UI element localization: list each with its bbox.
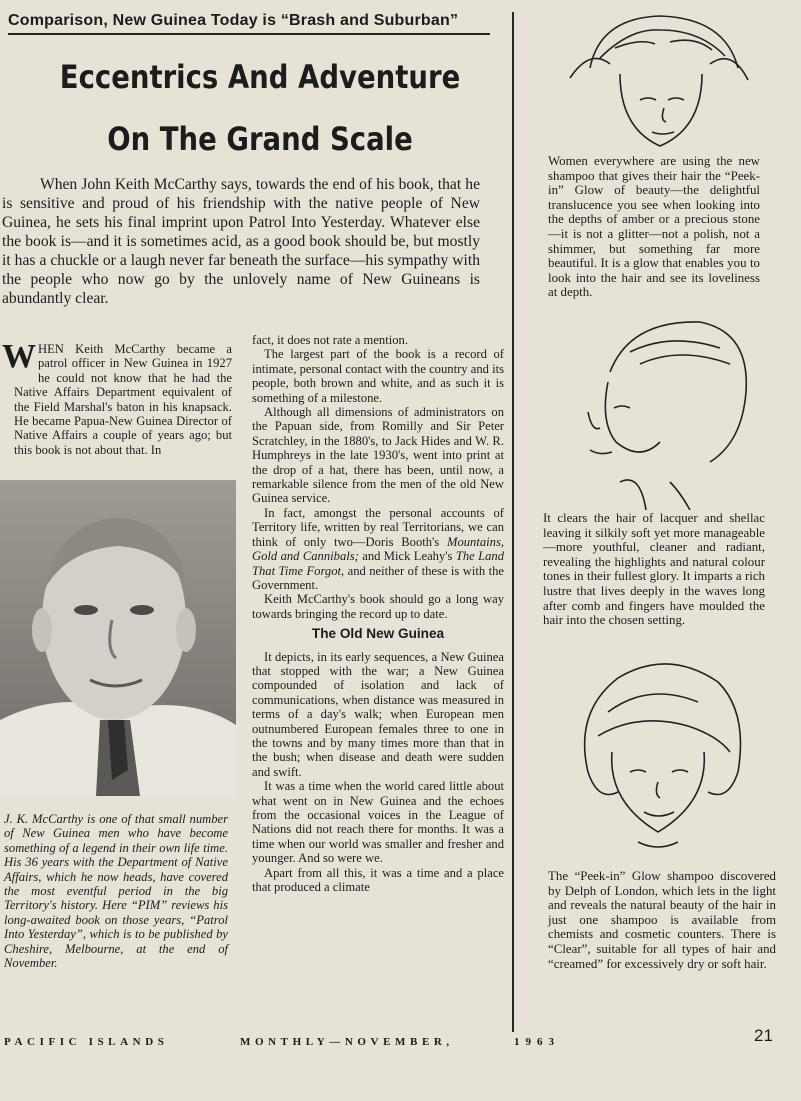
ad-paragraph-1: Women everywhere are using the new shampoo that gives their hair the “Peek-in” Glow of beauty—the delightful translucence you see when looking into the depths of amber or a precious stone—it is not a glitter—not a polish, not a shimmer, but something far more beautiful. It is a glow that enables you to look into the hair and see its loveliness at depth. xyxy=(548,154,760,300)
col2-p1: fact, it does not rate a mention. xyxy=(252,333,408,347)
article-column-2 xyxy=(252,333,504,894)
ad-paragraph-3: The “Peek-in” Glow shampoo discovered by Delph of London, which lets in the light and reveals the natural beauty of the hair in just one shampoo is available from chemists and cosmetic counters. There is “Clear”, suitable for all types of hair and “creamed” for excessively dry or soft hair. xyxy=(548,869,776,971)
headline-line-2: On The Grand Scale xyxy=(107,120,413,158)
page-number: 21 xyxy=(754,1026,773,1045)
photo-caption: J. K. McCarthy is one of that small number of New Guinea men who have become something of a legend in their own life time. His 36 years with the Department of Native Affairs, which he now heads, have covered the most eventful period in the big Territory's history. Here “PIM” reviews his long-awaited book on those years, “Patrol Into Yesterday”, which is to be published by Cheshire, Melbourne, at the end of November. xyxy=(4,812,228,971)
article-column-1 xyxy=(2,338,232,457)
col2-p5: Keith McCarthy's book should go a long way towards bringing the record up to date. xyxy=(252,592,504,621)
drop-cap: W xyxy=(2,338,36,375)
portrait-illustration xyxy=(0,480,236,796)
lead-paragraph: When John Keith McCarthy says, towards the end of his book, that he is sensitive and proud of his friendship with the native people of New Guinea, he sets his final imprint upon Patrol Into Yesterday. Whatever else the book is—and it is sometimes acid, as a good book should be, but mostly it has a chuckle or a laugh never far beneath the surface—his sympathy with the people who now go by the unlovely name of New Guineans is abundantly clear. xyxy=(2,176,480,307)
portrait-photo xyxy=(0,480,236,796)
col2-p3: Although all dimensions of administrators on the Papuan side, from Romilly and Sir Peter Scratchley, in the 1880's, to Jack Hides and W. R. Humphreys in the late 1930's, went into print at the drop of a hat, there has been, until now, a remarkable silence from the men of the old New Guinea service. xyxy=(252,405,504,506)
column-1-text: HEN Keith McCarthy became a patrol officer in New Guinea in 1927 he could not know that he had the Native Affairs Department equivalent of the Field Marshal's baton in his knapsack. He became Papua-New Guinea Director of Native Affairs a couple of years ago; but this book is not about that. In xyxy=(14,342,232,457)
headline-line-1: Eccentrics And Adventure xyxy=(59,58,461,96)
footer-publication: PACIFIC ISLANDS xyxy=(4,1036,169,1048)
column-divider xyxy=(512,12,514,1032)
book-title-1: Mountains, Gold and Cannibals; xyxy=(252,534,504,564)
col2-p6: It depicts, in its early sequences, a New Guinea that stopped with the war; a New Guinea compounded of isolation and lack of communications, when distance was measured in terms of a day's walk; when European men outnumbered European females three to one in the towns and by many times more than that in the bush; when disease and death were sudden and swift. xyxy=(252,649,504,779)
footer-issue: MONTHLY—NOVEMBER, xyxy=(240,1036,454,1048)
woman-illustration-1 xyxy=(560,8,760,152)
col2-p4 xyxy=(252,506,504,592)
col2-p4-a: In fact, amongst the personal accounts of Territory life, written by real Territorians, we can think of only two—Doris Booth's xyxy=(252,505,504,549)
col2-p4-c: and Mick Leahy's xyxy=(358,549,456,564)
col2-p2: The largest part of the book is a record of intimate, personal contact with the country and its people, both brown and white, and as such it is something of a milestone. xyxy=(252,347,504,405)
col2-p7: It was a time when the world cared little about what went on in New Guinea and the echoes from the occasional voices in the League of Nations did not reach there for months. It was a time when our world was smaller and fresher and younger. And so were we. xyxy=(252,779,504,866)
kicker-heading: Comparison, New Guinea Today is “Brash and Suburban” xyxy=(8,12,490,35)
col2-p8: Apart from all this, it was a time and a place that produced a climate xyxy=(252,865,504,895)
woman-illustration-2 xyxy=(570,312,760,510)
book-title-2: The Land That Time Forgot, xyxy=(252,549,505,578)
woman-illustration-3 xyxy=(568,652,748,870)
footer-year: 1963 xyxy=(514,1036,560,1048)
section-subhead: The Old New Guinea xyxy=(311,626,445,642)
col2-p4-e: and neither of these is with the Government. xyxy=(252,563,504,592)
ad-paragraph-2: It clears the hair of lacquer and shellac leaving it silkily soft yet more manageable—more youthful, cleaner and radiant, revealing the highlights and natural colour tones in their fullest glory. It imparts a rich lustre that lives deeply in the waves long after comb and fingers have moulded the hair into the chosen setting. xyxy=(543,511,765,628)
